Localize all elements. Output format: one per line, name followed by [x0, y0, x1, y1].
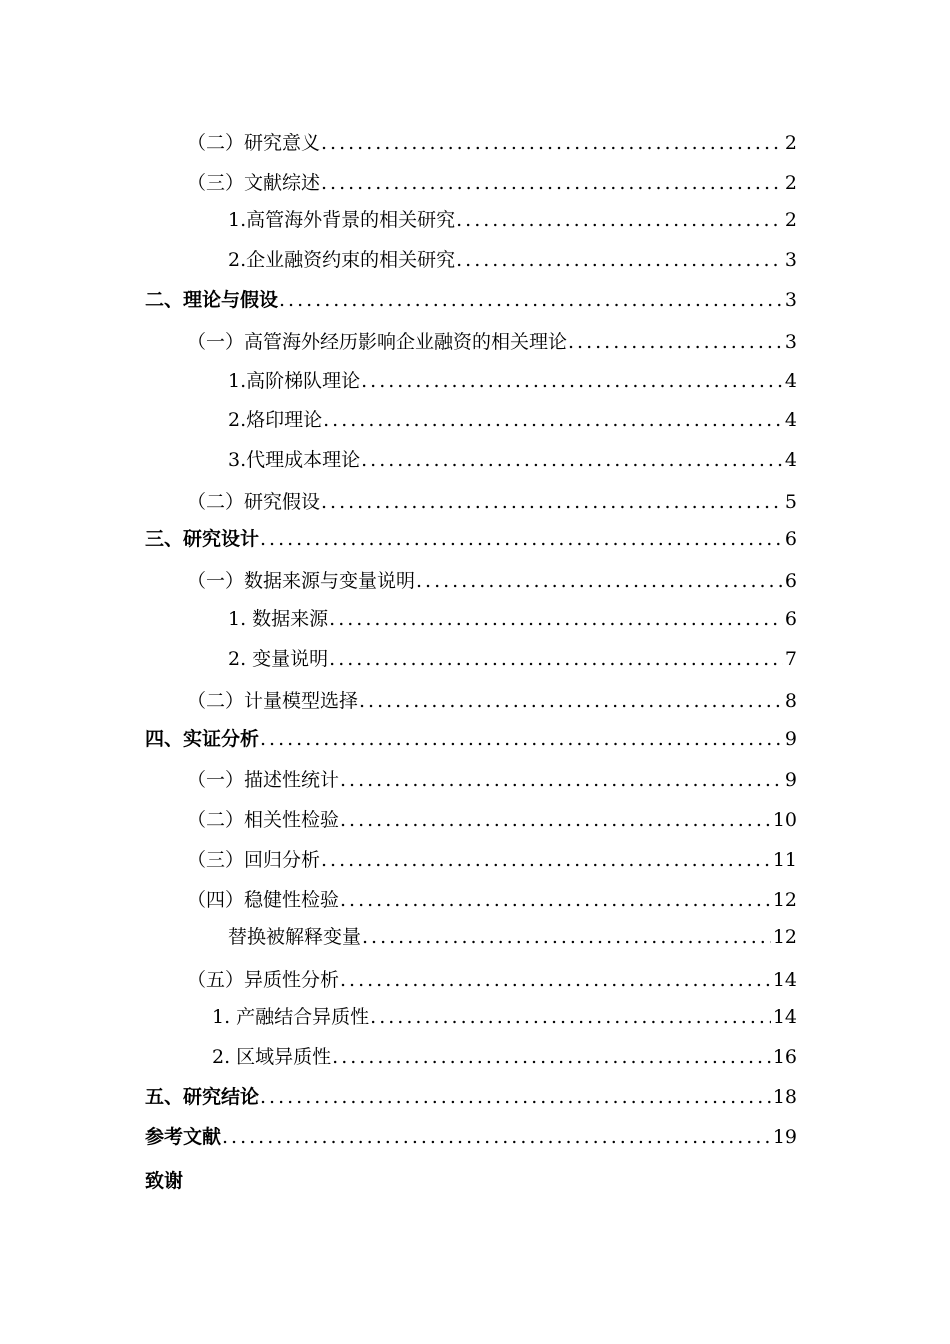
toc-entry-label: 四、实证分析	[145, 728, 260, 750]
toc-entry[interactable]	[145, 1119, 797, 1149]
toc-leader-dots	[362, 925, 771, 949]
toc-leader-dots	[340, 768, 783, 792]
toc-entry-label: 替换被解释变量	[228, 926, 362, 948]
toc-entry-label: 致谢	[145, 1170, 184, 1192]
toc-entry[interactable]	[145, 1079, 797, 1109]
toc-entry[interactable]	[145, 282, 797, 312]
toc-page-number: 2	[784, 172, 797, 194]
toc-entry-label: （一）数据来源与变量说明	[187, 570, 416, 592]
toc-entry-label: 2.企业融资约束的相关研究	[228, 249, 456, 271]
toc-entry-label: （一）描述性统计	[187, 769, 340, 791]
toc-leader-dots	[359, 689, 783, 713]
toc-entry[interactable]	[228, 601, 797, 631]
toc-leader-dots	[321, 131, 783, 155]
toc-leader-dots	[279, 288, 783, 312]
toc-entry-label: 1. 数据来源	[228, 608, 329, 630]
toc-entry[interactable]	[145, 721, 797, 751]
toc-entry-label: 3.代理成本理论	[228, 449, 361, 471]
toc-leader-dots	[361, 448, 783, 472]
toc-leader-dots	[222, 1125, 771, 1149]
toc-page-number: 4	[784, 370, 797, 392]
toc-leader-dots	[321, 490, 783, 514]
toc-page-number: 19	[772, 1126, 797, 1148]
toc-entry[interactable]	[187, 563, 797, 593]
toc-leader-dots	[321, 171, 783, 195]
toc-page-number: 5	[784, 491, 797, 513]
toc-entry-label: 2. 变量说明	[228, 648, 329, 670]
toc-entry-label: 二、理论与假设	[145, 289, 279, 311]
toc-entry[interactable]	[187, 962, 797, 992]
toc-leader-dots	[568, 330, 783, 354]
toc-leader-dots	[361, 369, 783, 393]
toc-entry[interactable]	[145, 521, 797, 551]
toc-entry[interactable]	[228, 641, 797, 671]
toc-entry-label: （二）相关性检验	[187, 809, 340, 831]
toc-leader-dots	[340, 968, 771, 992]
toc-entry-label: （二）研究假设	[187, 491, 321, 513]
toc-entry-label: 五、研究结论	[145, 1086, 260, 1108]
toc-entry[interactable]	[212, 999, 797, 1029]
toc-page-number: 4	[784, 409, 797, 431]
toc-page-number: 8	[784, 690, 797, 712]
toc-leader-dots	[329, 607, 783, 631]
toc-leader-dots	[340, 888, 771, 912]
toc-leader-dots	[416, 569, 783, 593]
toc-entry[interactable]	[228, 442, 797, 472]
toc-page-number: 14	[772, 1006, 797, 1028]
toc-entry-label: 参考文献	[145, 1126, 222, 1148]
toc-entry[interactable]	[187, 762, 797, 792]
toc-page-number: 3	[784, 249, 797, 271]
toc-entry[interactable]	[228, 363, 797, 393]
toc-page-number: 3	[784, 289, 797, 311]
toc-page-number: 2	[784, 132, 797, 154]
toc-entry[interactable]	[187, 165, 797, 195]
toc-page-number: 11	[772, 849, 797, 871]
toc-entry-label: （三）文献综述	[187, 172, 321, 194]
toc-entry-label: 三、研究设计	[145, 528, 260, 550]
toc-page-number: 6	[784, 608, 797, 630]
toc-entry-label: （三）回归分析	[187, 849, 321, 871]
toc-leader-dots	[332, 1045, 771, 1069]
toc-entry[interactable]	[228, 202, 797, 232]
toc-entry[interactable]	[228, 402, 797, 432]
toc-entry-label: （一）高管海外经历影响企业融资的相关理论	[187, 331, 568, 353]
toc-entry-label: 2. 区域异质性	[212, 1046, 332, 1068]
toc-page-number: 6	[784, 528, 797, 550]
toc-leader-dots	[321, 848, 771, 872]
toc-entry[interactable]	[187, 842, 797, 872]
toc-entry[interactable]	[145, 1163, 797, 1193]
toc-entry-label: 1.高管海外背景的相关研究	[228, 209, 456, 231]
toc-leader-dots	[329, 647, 783, 671]
toc-entry[interactable]	[228, 919, 797, 949]
toc-leader-dots	[456, 208, 783, 232]
toc-entry[interactable]	[187, 882, 797, 912]
toc-leader-dots	[260, 727, 783, 751]
toc-page-number: 6	[784, 570, 797, 592]
toc-page-number: 2	[784, 209, 797, 231]
toc-leader-dots	[370, 1005, 771, 1029]
toc-entry-label: 2.烙印理论	[228, 409, 323, 431]
toc-entry-label: （五）异质性分析	[187, 969, 340, 991]
toc-page-number: 12	[772, 926, 797, 948]
toc-entry[interactable]	[228, 242, 797, 272]
toc-entry[interactable]	[187, 324, 797, 354]
toc-leader-dots	[260, 527, 783, 551]
toc-page-number: 9	[784, 769, 797, 791]
toc-entry-label: 1.高阶梯队理论	[228, 370, 361, 392]
toc-entry[interactable]	[187, 125, 797, 155]
toc-page-number: 14	[772, 969, 797, 991]
toc-leader-dots	[456, 248, 783, 272]
toc-page-number: 10	[772, 809, 797, 831]
toc-page-number: 16	[772, 1046, 797, 1068]
toc-leader-dots	[260, 1085, 771, 1109]
toc-page-number: 9	[784, 728, 797, 750]
toc-entry-label: 1. 产融结合异质性	[212, 1006, 370, 1028]
toc-entry[interactable]	[187, 484, 797, 514]
toc-page-number: 3	[784, 331, 797, 353]
toc-page-number: 4	[784, 449, 797, 471]
toc-entry[interactable]	[212, 1039, 797, 1069]
toc-entry[interactable]	[187, 683, 797, 713]
toc-entry-label: （四）稳健性检验	[187, 889, 340, 911]
toc-page-number: 18	[772, 1086, 797, 1108]
toc-leader-dots	[340, 808, 771, 832]
toc-entry[interactable]	[187, 802, 797, 832]
toc-entry-label: （二）计量模型选择	[187, 690, 359, 712]
toc-page-number: 12	[772, 889, 797, 911]
toc-page-number: 7	[784, 648, 797, 670]
toc-leader-dots	[323, 408, 783, 432]
toc-entry-label: （二）研究意义	[187, 132, 321, 154]
